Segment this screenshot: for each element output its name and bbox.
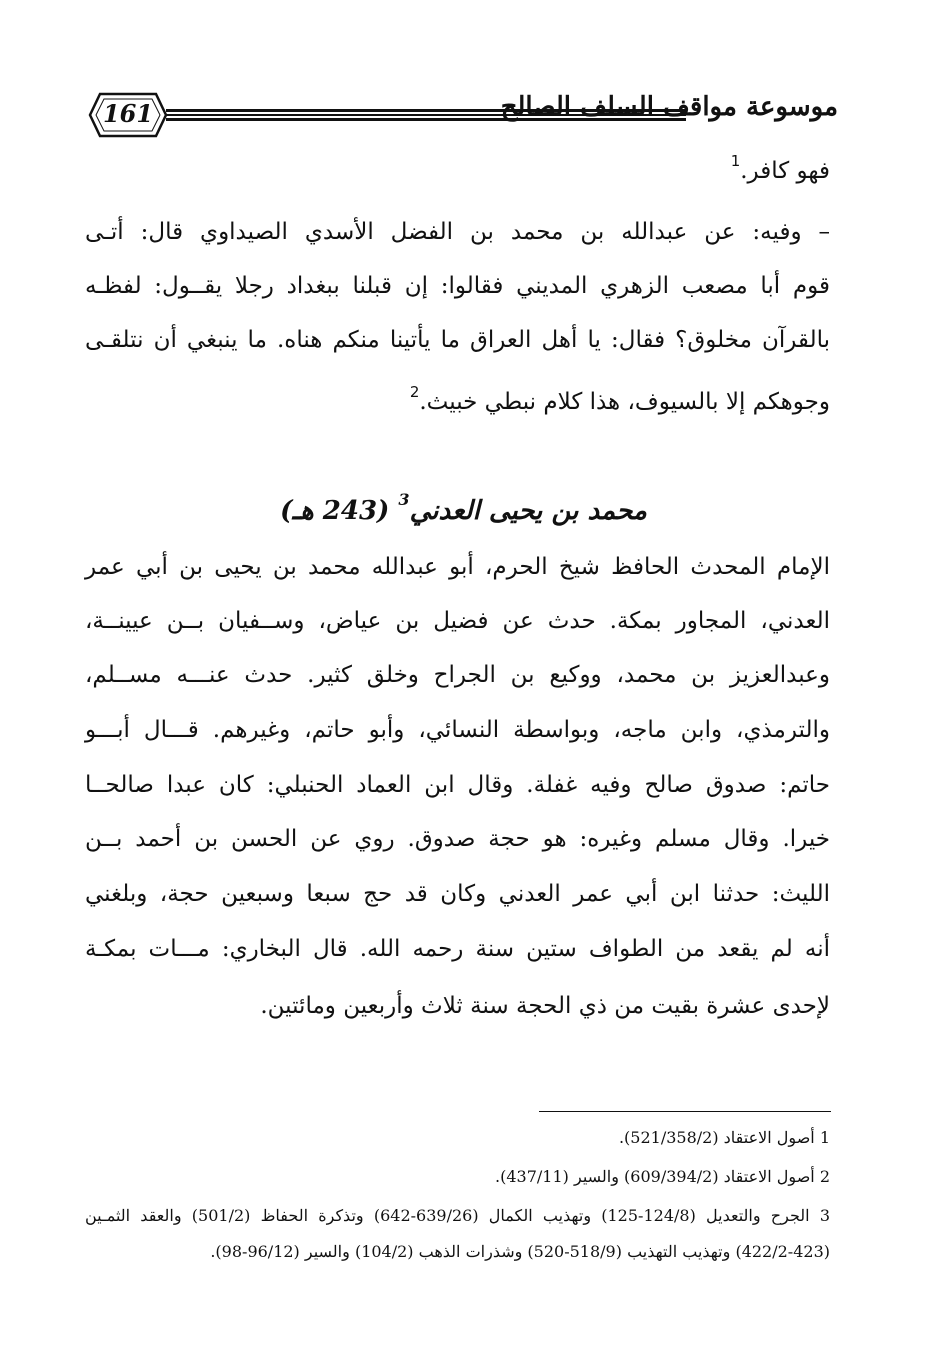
continuation-line (85, 152, 830, 184)
section-heading (0, 490, 927, 526)
para2-line-1: الإمام المحدث الحافظ شيخ الحرم، أبو عبدالله محمد بن يحيى بن أبي عمر (85, 554, 830, 580)
para2-line-5: حاتم: صدوق صالح وفيه غفلة. وقال ابن العماد الحنبلي: كان عبدا صالحــا (85, 772, 830, 798)
para2-line-8: أنه لم يقعد من الطواف ستين سنة رحمه الله. قال البخاري: مـــات بمكـة (85, 936, 830, 962)
footnote-ref-2: 2 (409, 383, 420, 401)
para1-line-4 (85, 383, 830, 415)
page-number: 161 (102, 99, 154, 128)
footnote-3-line-2: (422/2-423) وتهذيب التهذيب (518/9-520) وشذرات الذهب (104/2) والسير (96/12-98). (210, 1242, 830, 1261)
footnote-3-line-1: 3 الجرح والتعديل (124/8-125) وتهذيب الكمال (639/26-642) وتذكرة الحفاظ (501/2) والعقد الثمـين (85, 1206, 831, 1225)
para1-line-3: بالقرآن مخلوق؟ فقال: يا أهل العراق ما يأتينا منكم هناه. ما ينبغي أن نتلقـى (85, 327, 830, 353)
continuation-text: فهو كافر. (740, 158, 830, 184)
para2-line-4: والترمذي، وابن ماجه، وبواسطة النسائي، وأبو حاتم، وغيرهم. قـــال أبـــو (85, 717, 830, 743)
para1-line-2: قوم أبا مصعب الزهري المديني فقالوا: إن قبلنا ببغداد رجلا يقــول: لفظـه (85, 273, 830, 299)
para1-last-text: وجوهكم إلا بالسيوف، هذا كلام نبطي خبيث. (419, 389, 830, 415)
para1-line-1: – وفيه: عن عبدالله بن محمد بن الفضل الأسدي الصيداوي قال: أتـى (85, 219, 830, 245)
footnote-ref-3: 3 (398, 490, 410, 509)
book-title: موسوعة مواقف السلف الصالح (500, 92, 838, 122)
footnote-2: 2 أصول الاعتقاد (609/394/2) والسير (437/11). (495, 1167, 830, 1186)
page-header (88, 88, 838, 146)
section-year: (243 هـ) (280, 496, 390, 526)
para2-line-9: لإحدى عشرة بقيت من ذي الحجة سنة ثلاث وأربعين ومائتين. (260, 993, 830, 1019)
footnote-separator (539, 1111, 831, 1112)
section-title: محمد بن يحيى العدني (409, 496, 647, 526)
para2-line-2: العدني، المجاور بمكة. حدث عن فضيل بن عياض، وســفيان بــن عيينــة، (85, 608, 830, 634)
footnote-ref-1: 1 (730, 152, 741, 170)
page-number-badge (88, 90, 168, 140)
para2-line-6: خيرا. وقال مسلم وغيره: هو حجة صدوق. روي عن الحسن بن أحمد بــن (85, 826, 830, 852)
para2-line-7: الليث: حدثنا ابن أبي عمر العدني وكان قد حج سبعا وسبعين حجة، وبلغني (85, 881, 830, 907)
footnote-1: 1 أصول الاعتقاد (521/358/2). (618, 1128, 830, 1147)
para2-line-3: وعبدالعزيز بن محمد، ووكيع بن الجراح وخلق كثير. حدث عنـــه مســلم، (85, 662, 830, 688)
